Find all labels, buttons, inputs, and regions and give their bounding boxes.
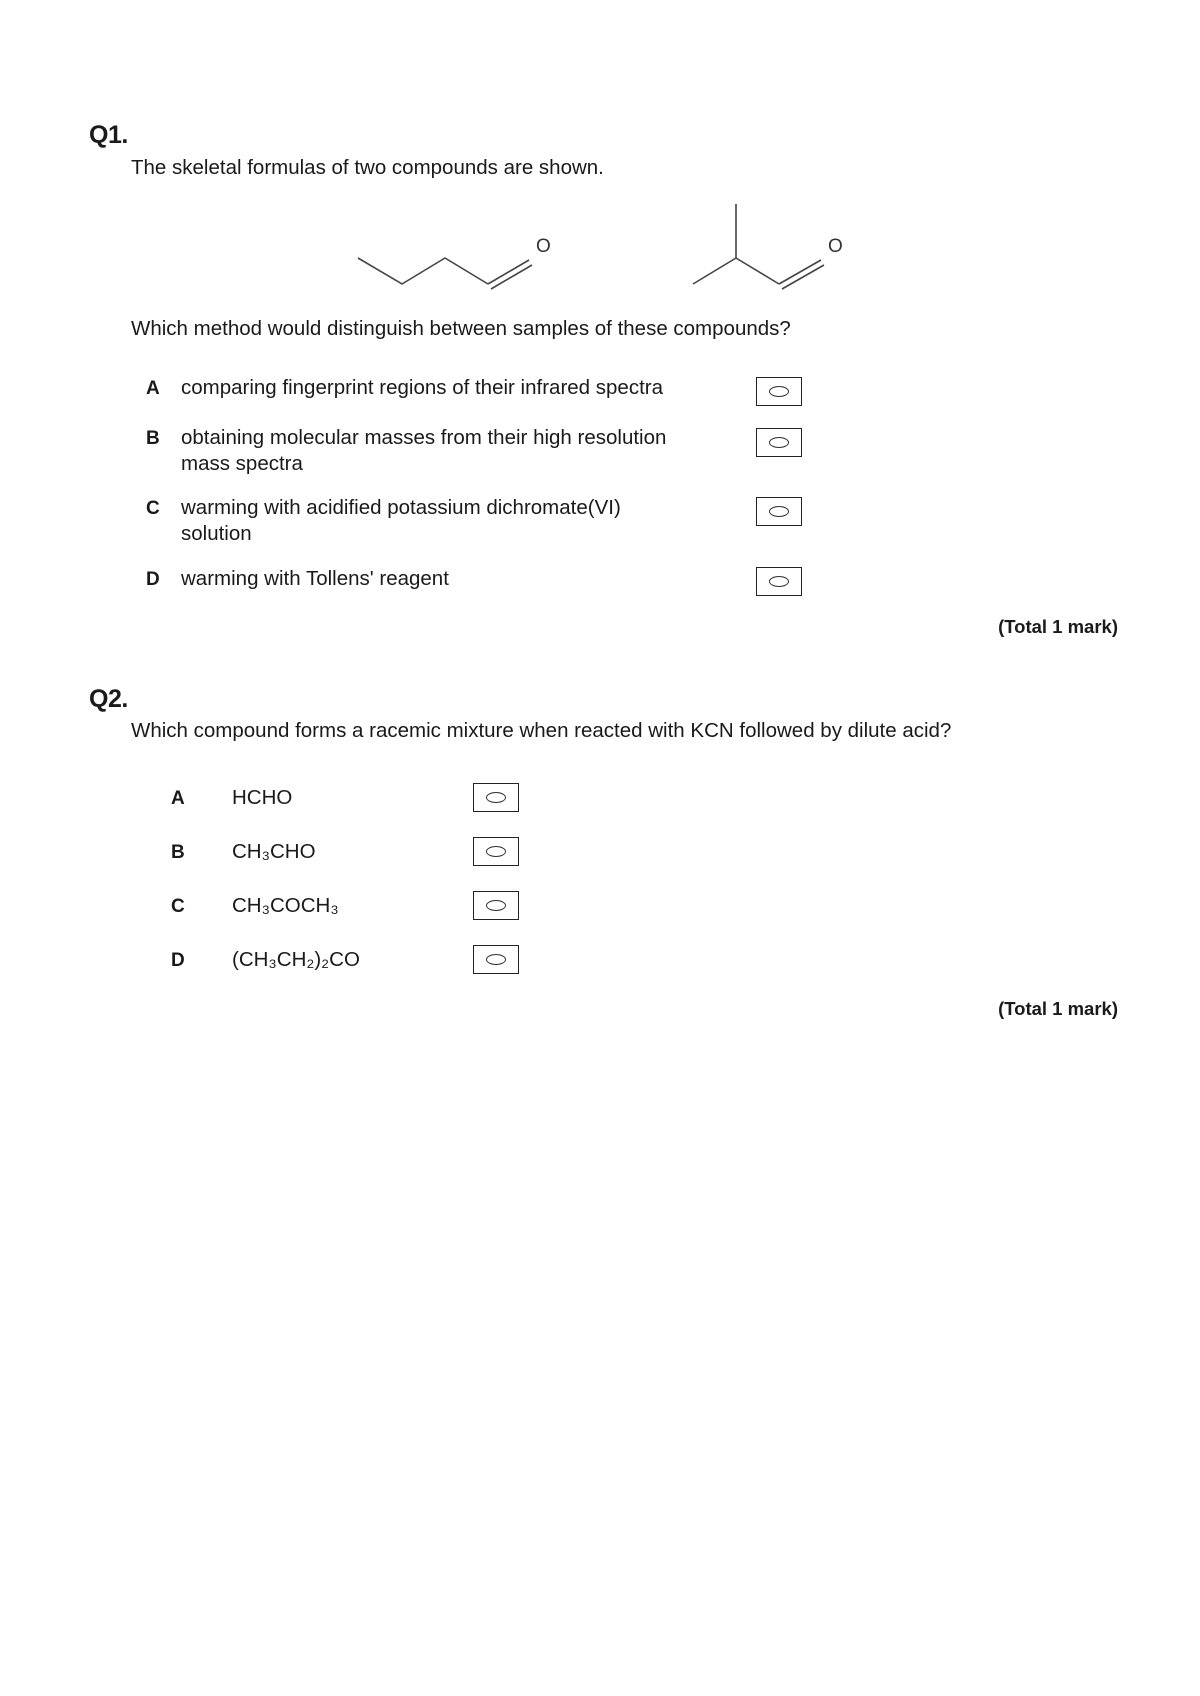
q2-option-a-formula: HCHO bbox=[232, 786, 293, 809]
q2-stem: Which compound forms a racemic mixture when reacted with KCN followed by dilute acid? bbox=[131, 719, 952, 742]
q2-option-a-answer-box[interactable] bbox=[473, 783, 519, 812]
oval-icon bbox=[769, 576, 789, 587]
q1-total-marks: (Total 1 mark) bbox=[998, 616, 1118, 637]
q1-option-c-answer-box[interactable] bbox=[756, 497, 802, 526]
q1-option-c-letter: C bbox=[146, 498, 160, 519]
methylpropanal-double-bond-1 bbox=[779, 260, 821, 284]
methylpropanal-double-bond-2 bbox=[782, 265, 824, 289]
oval-icon bbox=[486, 846, 506, 857]
butanal-double-bond-2 bbox=[491, 265, 532, 289]
q1-option-a-text: comparing fingerprint regions of their infrared spectra bbox=[181, 376, 663, 399]
q1-option-d-letter: D bbox=[146, 569, 160, 590]
q1-option-b-text: obtaining molecular masses from their high resolution mass spectra bbox=[181, 426, 667, 475]
q2-number: Q2. bbox=[89, 685, 128, 713]
q2-option-b-answer-box[interactable] bbox=[473, 837, 519, 866]
oval-icon bbox=[486, 954, 506, 965]
q1-skeletal-formulas bbox=[0, 190, 1200, 300]
q2-option-c-formula: CH₃COCH₃ bbox=[232, 894, 339, 917]
q1-option-a-letter: A bbox=[146, 378, 160, 399]
methylpropanal-structure bbox=[693, 204, 824, 289]
q1-option-d-text: warming with Tollens' reagent bbox=[181, 567, 449, 590]
methylpropanal-oxygen-label: O bbox=[828, 236, 843, 257]
q1-stem: The skeletal formulas of two compounds are shown. bbox=[131, 156, 604, 179]
q2-option-c-letter: C bbox=[171, 896, 185, 917]
q1-option-b-answer-box[interactable] bbox=[756, 428, 802, 457]
oval-icon bbox=[769, 437, 789, 448]
q1-option-d-answer-box[interactable] bbox=[756, 567, 802, 596]
q2-option-b-letter: B bbox=[171, 842, 185, 863]
oval-icon bbox=[486, 900, 506, 911]
butanal-double-bond-1 bbox=[488, 260, 529, 284]
q2-option-a-letter: A bbox=[171, 788, 185, 809]
q2-option-c-answer-box[interactable] bbox=[473, 891, 519, 920]
oval-icon bbox=[486, 792, 506, 803]
oval-icon bbox=[769, 506, 789, 517]
butanal-chain bbox=[358, 258, 488, 284]
q2-option-d-formula: (CH₃CH₂)₂CO bbox=[232, 948, 360, 971]
q1-option-a-answer-box[interactable] bbox=[756, 377, 802, 406]
q1-question: Which method would distinguish between samples of these compounds? bbox=[131, 317, 791, 340]
oval-icon bbox=[769, 386, 789, 397]
q1-option-b-letter: B bbox=[146, 428, 160, 449]
q1-number: Q1. bbox=[89, 121, 128, 149]
methylpropanal-chain bbox=[693, 258, 779, 284]
butanal-oxygen-label: O bbox=[536, 236, 551, 257]
q2-option-d-letter: D bbox=[171, 950, 185, 971]
q1-option-c-text: warming with acidified potassium dichromate(VI) solution bbox=[181, 496, 621, 545]
butanal-structure bbox=[358, 258, 532, 289]
q2-total-marks: (Total 1 mark) bbox=[998, 998, 1118, 1019]
q2-option-d-answer-box[interactable] bbox=[473, 945, 519, 974]
q2-option-b-formula: CH₃CHO bbox=[232, 840, 316, 863]
